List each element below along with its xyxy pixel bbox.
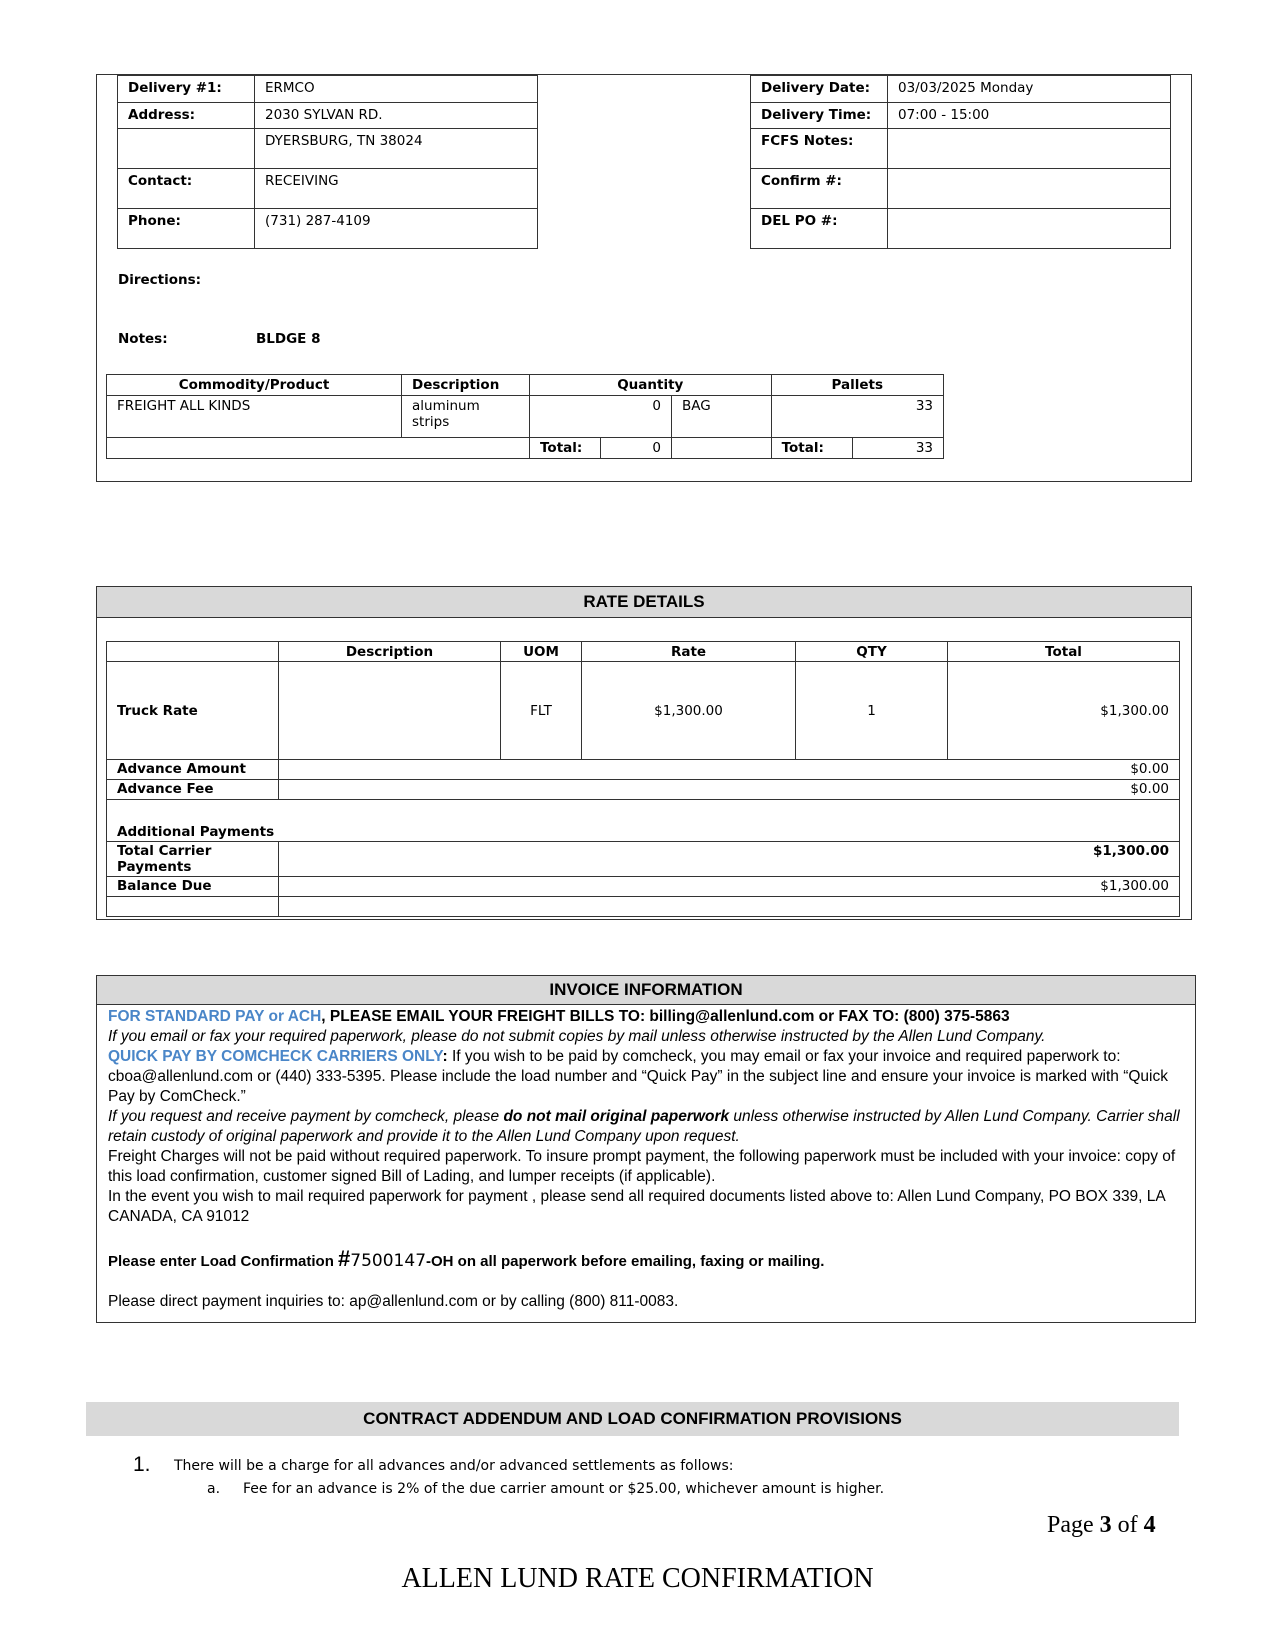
load-conf-number: 7500147	[350, 1251, 427, 1271]
balance-due-value: $1,300.00	[279, 877, 1180, 897]
commodity-cell: FREIGHT ALL KINDS	[107, 396, 402, 438]
rate-header: Rate	[582, 642, 796, 662]
confirm-label: Confirm #:	[751, 169, 888, 209]
pallets-header: Pallets	[771, 375, 943, 396]
standard-pay-note: If you email or fax your required paperwork, please do not submit copies by mail unless otherwise instructed by the Allen Lund Company.	[108, 1028, 1046, 1045]
unit-cell: BAG	[672, 396, 772, 438]
delivery-date-label: Delivery Date:	[751, 76, 888, 103]
quantity-total-value: 0	[601, 438, 672, 459]
fcfs-notes-value	[888, 129, 1171, 169]
delivery-address-table	[117, 75, 538, 249]
balance-due-label: Balance Due	[107, 877, 279, 897]
additional-payments-label: Additional Payments	[107, 800, 1180, 842]
address-blank-label	[118, 129, 255, 169]
advance-fee-value: $0.00	[279, 780, 1180, 800]
addendum-item-text: There will be a charge for all advances and/or advanced settlements as follows:	[174, 1458, 734, 1474]
fcfs-notes-label: FCFS Notes:	[751, 129, 888, 169]
invoice-section	[96, 975, 1196, 1323]
rate-details-title: RATE DETAILS	[97, 587, 1191, 618]
page-of: of	[1117, 1512, 1138, 1538]
freight-charges-text: Freight Charges will not be paid without required paperwork. To insure prompt payment, the following paperwork must be included with your invoice: copy of this load confirmation, customer signed Bill of Lading, and lumper receipts (if applicable).	[108, 1148, 1176, 1185]
truck-rate-description	[279, 662, 501, 760]
notes-value: BLDGE 8	[256, 331, 321, 347]
standard-pay-text: , PLEASE EMAIL YOUR FREIGHT BILLS TO: billing@allenlund.com or FAX TO: (800) 375-5863	[321, 1008, 1010, 1025]
mail-instructions-text: In the event you wish to mail required paperwork for payment , please send all required documents listed above to: Allen Lund Company, PO BOX 339, LA CANADA, CA 91012	[108, 1188, 1165, 1225]
advance-amount-label: Advance Amount	[107, 760, 279, 780]
table-row	[107, 877, 1180, 897]
description-cell: aluminum strips	[402, 396, 530, 438]
invoice-title: INVOICE INFORMATION	[97, 976, 1195, 1005]
contact-value: RECEIVING	[255, 169, 538, 209]
addendum-title: CONTRACT ADDENDUM AND LOAD CONFIRMATION PROVISIONS	[86, 1402, 1179, 1436]
standard-pay-label: FOR STANDARD PAY or ACH	[108, 1008, 322, 1025]
load-confirmation-line	[108, 1246, 1184, 1272]
delivery-time-value: 07:00 - 15:00	[888, 103, 1171, 129]
contact-label: Contact:	[118, 169, 255, 209]
truck-rate-label: Truck Rate	[107, 662, 279, 760]
addendum-item-number: 1.	[133, 1453, 151, 1476]
document-title: ALLEN LUND RATE CONFIRMATION	[401, 1563, 874, 1594]
address-line2: DYERSBURG, TN 38024	[255, 129, 538, 169]
table-row	[107, 760, 1180, 780]
quick-pay-line	[108, 1047, 1184, 1107]
page-number	[1047, 1512, 1156, 1539]
comcheck-note-bold: do not mail original paperwork	[503, 1108, 730, 1125]
description-header: Description	[402, 375, 530, 396]
table-row	[107, 800, 1180, 842]
page-current: 3	[1099, 1512, 1112, 1538]
truck-rate-total: $1,300.00	[948, 662, 1180, 760]
phone-label: Phone:	[118, 209, 255, 249]
table-row	[107, 662, 1180, 760]
pallets-total-label: Total:	[771, 438, 852, 459]
comcheck-note-pre: If you request and receive payment by comcheck, please	[108, 1108, 504, 1125]
address-label: Address:	[118, 103, 255, 129]
confirm-value	[888, 169, 1171, 209]
rate-description-header: Description	[279, 642, 501, 662]
load-conf-hash: #	[338, 1246, 351, 1271]
truck-rate-rate: $1,300.00	[582, 662, 796, 760]
table-row	[107, 780, 1180, 800]
quantity-total-label: Total:	[530, 438, 601, 459]
delivery-time-label: Delivery Time:	[751, 103, 888, 129]
comcheck-note-post: unless otherwise instructed by Allen Lund Company. Carrier shall retain custody of original paperwork and provide it to the Allen Lund Company upon request.	[108, 1108, 1180, 1145]
table-row	[107, 842, 1180, 877]
products-table	[106, 374, 944, 459]
delivery-number-value: ERMCO	[255, 76, 538, 103]
quick-pay-text: If you wish to be paid by comcheck, you may email or fax your invoice and required paperwork to: cboa@allenlund.com or (440) 333-5395. Please include the load number and “Quick Pay” in the subject line and ensure your invoice is marked with “Quick Pay by ComCheck.”	[108, 1048, 1168, 1105]
phone-value: (731) 287-4109	[255, 209, 538, 249]
quantity-header: Quantity	[530, 375, 772, 396]
directions-label: Directions:	[118, 272, 202, 288]
uom-header: UOM	[501, 642, 582, 662]
total-header: Total	[948, 642, 1180, 662]
addendum-sub-letter: a.	[207, 1481, 221, 1497]
qty-header: QTY	[796, 642, 948, 662]
payment-inquiries-text: Please direct payment inquiries to: ap@allenlund.com or by calling (800) 811-0083.	[108, 1293, 679, 1310]
load-conf-pre: Please enter Load Confirmation	[108, 1253, 339, 1270]
pallets-cell: 33	[771, 396, 943, 438]
standard-pay-line	[108, 1007, 1184, 1027]
del-po-label: DEL PO #:	[751, 209, 888, 249]
truck-rate-qty: 1	[796, 662, 948, 760]
del-po-value	[888, 209, 1171, 249]
load-conf-post: -OH on all paperwork before emailing, faxing or mailing.	[426, 1253, 825, 1270]
total-carrier-payments-value: $1,300.00	[279, 842, 1180, 877]
advance-amount-value: $0.00	[279, 760, 1180, 780]
pallets-total-value: 33	[852, 438, 943, 459]
addendum-sub-text: Fee for an advance is 2% of the due carrier amount or $25.00, whichever amount is higher.	[243, 1481, 885, 1497]
notes-label: Notes:	[118, 331, 168, 347]
quick-pay-label: QUICK PAY BY COMCHECK CARRIERS ONLY	[108, 1048, 443, 1065]
rate-table	[106, 641, 1180, 917]
delivery-number-label: Delivery #1:	[118, 76, 255, 103]
truck-rate-uom: FLT	[501, 662, 582, 760]
comcheck-note	[108, 1107, 1184, 1147]
quick-pay-colon: :	[442, 1048, 448, 1065]
delivery-date-value: 03/03/2025 Monday	[888, 76, 1171, 103]
delivery-schedule-table	[750, 75, 1171, 249]
total-carrier-payments-label: Total Carrier Payments	[107, 842, 279, 877]
table-row	[107, 396, 944, 438]
advance-fee-label: Advance Fee	[107, 780, 279, 800]
page-total: 4	[1143, 1512, 1156, 1538]
address-line1: 2030 SYLVAN RD.	[255, 103, 538, 129]
page-word: Page	[1047, 1512, 1094, 1538]
quantity-cell: 0	[530, 396, 672, 438]
commodity-header: Commodity/Product	[107, 375, 402, 396]
